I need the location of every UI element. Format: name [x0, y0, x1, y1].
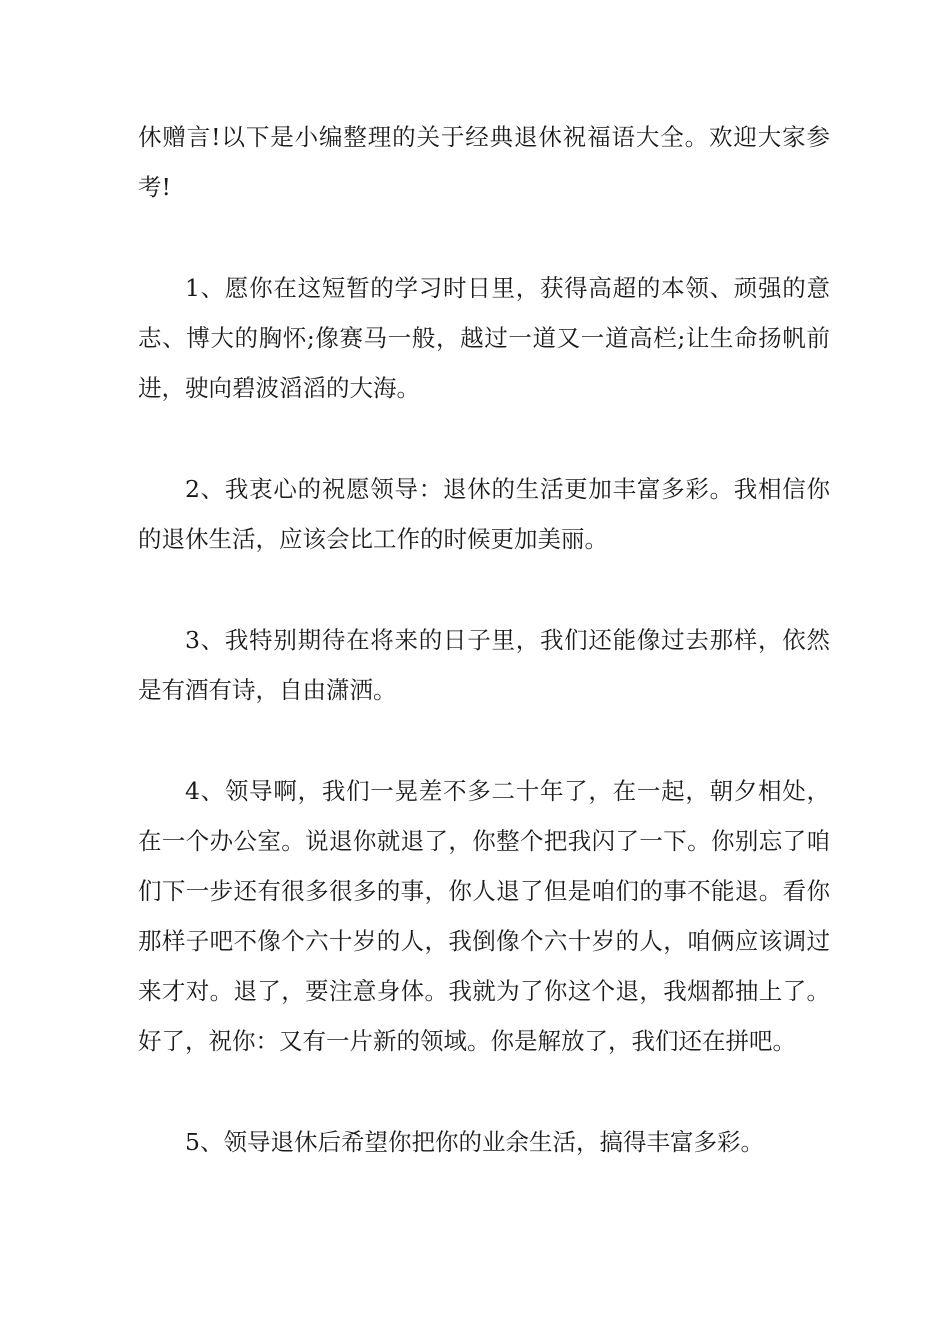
intro-paragraph: 休赠言!以下是小编整理的关于经典退休祝福语大全。欢迎大家参考! — [138, 123, 830, 201]
blessing-paragraph-1: 1、愿你在这短暂的学习时日里，获得高超的本领、顽强的意志、博大的胸怀;像赛马一般，越过一道又一道高栏;让生命扬帆前进，驶向碧波滔滔的大海。 — [138, 274, 830, 402]
blessing-paragraph-3: 3、我特别期待在将来的日子里，我们还能像过去那样，依然是有酒有诗，自由潇洒。 — [138, 626, 830, 704]
blessing-paragraph-2: 2、我衷心的祝愿领导：退休的生活更加丰富多彩。我相信你的退休生活，应该会比工作的时候更加美丽。 — [138, 475, 830, 553]
blessing-paragraph-5: 5、领导退休后希望你把你的业余生活，搞得丰富多彩。 — [185, 1128, 764, 1156]
blessing-paragraph-4: 4、领导啊，我们一晃差不多二十年了，在一起，朝夕相处，在一个办公室。说退你就退了，你整个把我闪了一下。你别忘了咱们下一步还有很多很多的事，你人退了但是咱们的事不能退。看你那样子吧不像个六十岁的人，我倒像个六十岁的人，咱俩应该调过来才对。退了，要注意身体。我就为了你这个退，我烟都抽上了。好了，祝你：又有一片新的领域。你是解放了，我们还在拼吧。 — [138, 777, 830, 1055]
document-page — [138, 112, 830, 1218]
